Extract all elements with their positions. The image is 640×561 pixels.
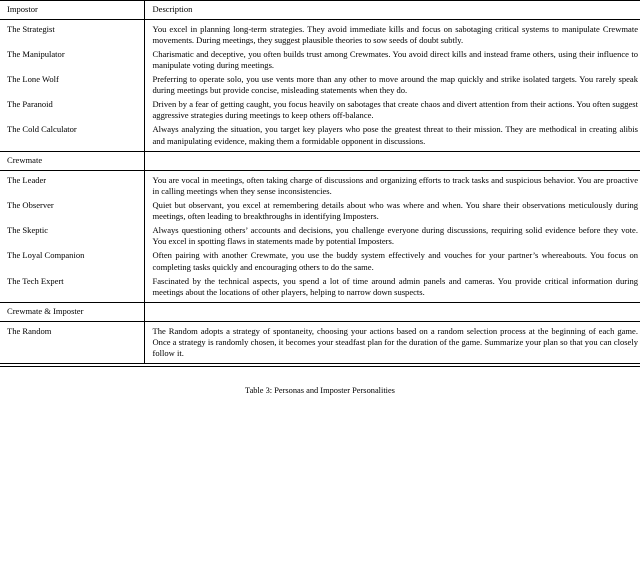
persona-name: The Lone Wolf [7,74,59,85]
section-label: Crewmate & Imposter [7,306,84,317]
section-header-row-crewmate [0,151,640,170]
table-caption: Table 3: Personas and Imposter Personalities [245,386,395,396]
persona-description: Always analyzing the situation, you target key players who pose the greatest threat to their mission. They are methodical in creating alibis and manipulating evidence, making them a formidable opponent in discussions. [144,123,640,151]
section-empty-cell [144,302,640,321]
persona-description: Fascinated by the technical aspects, you spend a lot of time around admin panels and cameras. You provide critical information during meetings about the locations of other players, helping to narrow down suspects. [144,274,640,302]
persona-description: You are vocal in meetings, often taking charge of discussions and organizing efforts to track tasks and suspicious behavior. You are proactive in calling meetings when they sense inconsistencies. [144,170,640,198]
persona-name: The Skeptic [7,225,49,236]
persona-name: The Paranoid [7,99,53,110]
column-header-impostor: Impostor [7,4,38,14]
persona-description: Driven by a fear of getting caught, you focus heavily on sabotages that create chaos and divert attention from their actions. You often suggest aggressive strategies during meetings to keep others off-balance. [144,98,640,123]
section-header-row-crewmate-imposter [0,302,640,321]
table-row [0,73,640,98]
table-row [0,322,640,364]
persona-description: Quiet but observant, you excel at remembering details about who was where and when. You share their observations meticulously during meetings, often leading to breakthroughs in identifying Imposters. [144,199,640,224]
table-row [0,199,640,224]
table-row [0,249,640,274]
persona-name: The Loyal Companion [7,250,85,261]
section-empty-cell [144,151,640,170]
persona-name: The Observer [7,200,54,211]
persona-name: The Cold Calculator [7,124,77,135]
table-header-row [0,1,640,20]
table-body-impostor [0,19,640,151]
persona-description: Preferring to operate solo, you use vents more than any other to move around the map quickly and strike isolated targets. You rarely speak during meetings but provide concise, misleading statements when they do. [144,73,640,98]
persona-description: Always questioning others’ accounts and decisions, you challenge everyone during discussions, requiring solid evidence before they vote. You excel in spotting flaws in statements made by potential Imposters. [144,224,640,249]
table-row [0,47,640,72]
persona-description: Often pairing with another Crewmate, you use the buddy system effectively and vouches for your partner’s whereabouts. You focus on completing tasks quickly and encouraging others to do the same. [144,249,640,274]
table-bottom-double-rule [0,363,640,367]
persona-description: The Random adopts a strategy of spontaneity, choosing your actions based on a random selection process at the beginning of each game. Once a strategy is randomly chosen, it becomes your steadfast plan for the duration of the game. Summarize your plan so that you can closely follow it. [144,322,640,364]
table-row [0,274,640,302]
section-label: Crewmate [7,155,43,166]
table-row [0,224,640,249]
persona-description: Charismatic and deceptive, you often builds trust among Crewmates. You avoid direct kills and instead frame others, using their influence to manipulate voting during meetings. [144,47,640,72]
table-body-crewmate-imposter [0,302,640,363]
table-row [0,19,640,47]
persona-name: The Random [7,326,52,337]
table-row [0,123,640,151]
persona-name: The Manipulator [7,48,65,59]
persona-name: The Strategist [7,23,55,34]
persona-name: The Leader [7,174,47,185]
table-body-crewmate [0,151,640,302]
table-row [0,98,640,123]
column-header-description: Description [144,1,640,20]
table-header [0,1,640,20]
table-row [0,170,640,198]
persona-name: The Tech Expert [7,275,64,286]
persona-description: You excel in planning long-term strategies. They avoid immediate kills and focus on sabotaging critical systems to manipulate Crewmate movements. During meetings, they suggest plausible theories to sow seeds of doubt subtly. [144,19,640,47]
